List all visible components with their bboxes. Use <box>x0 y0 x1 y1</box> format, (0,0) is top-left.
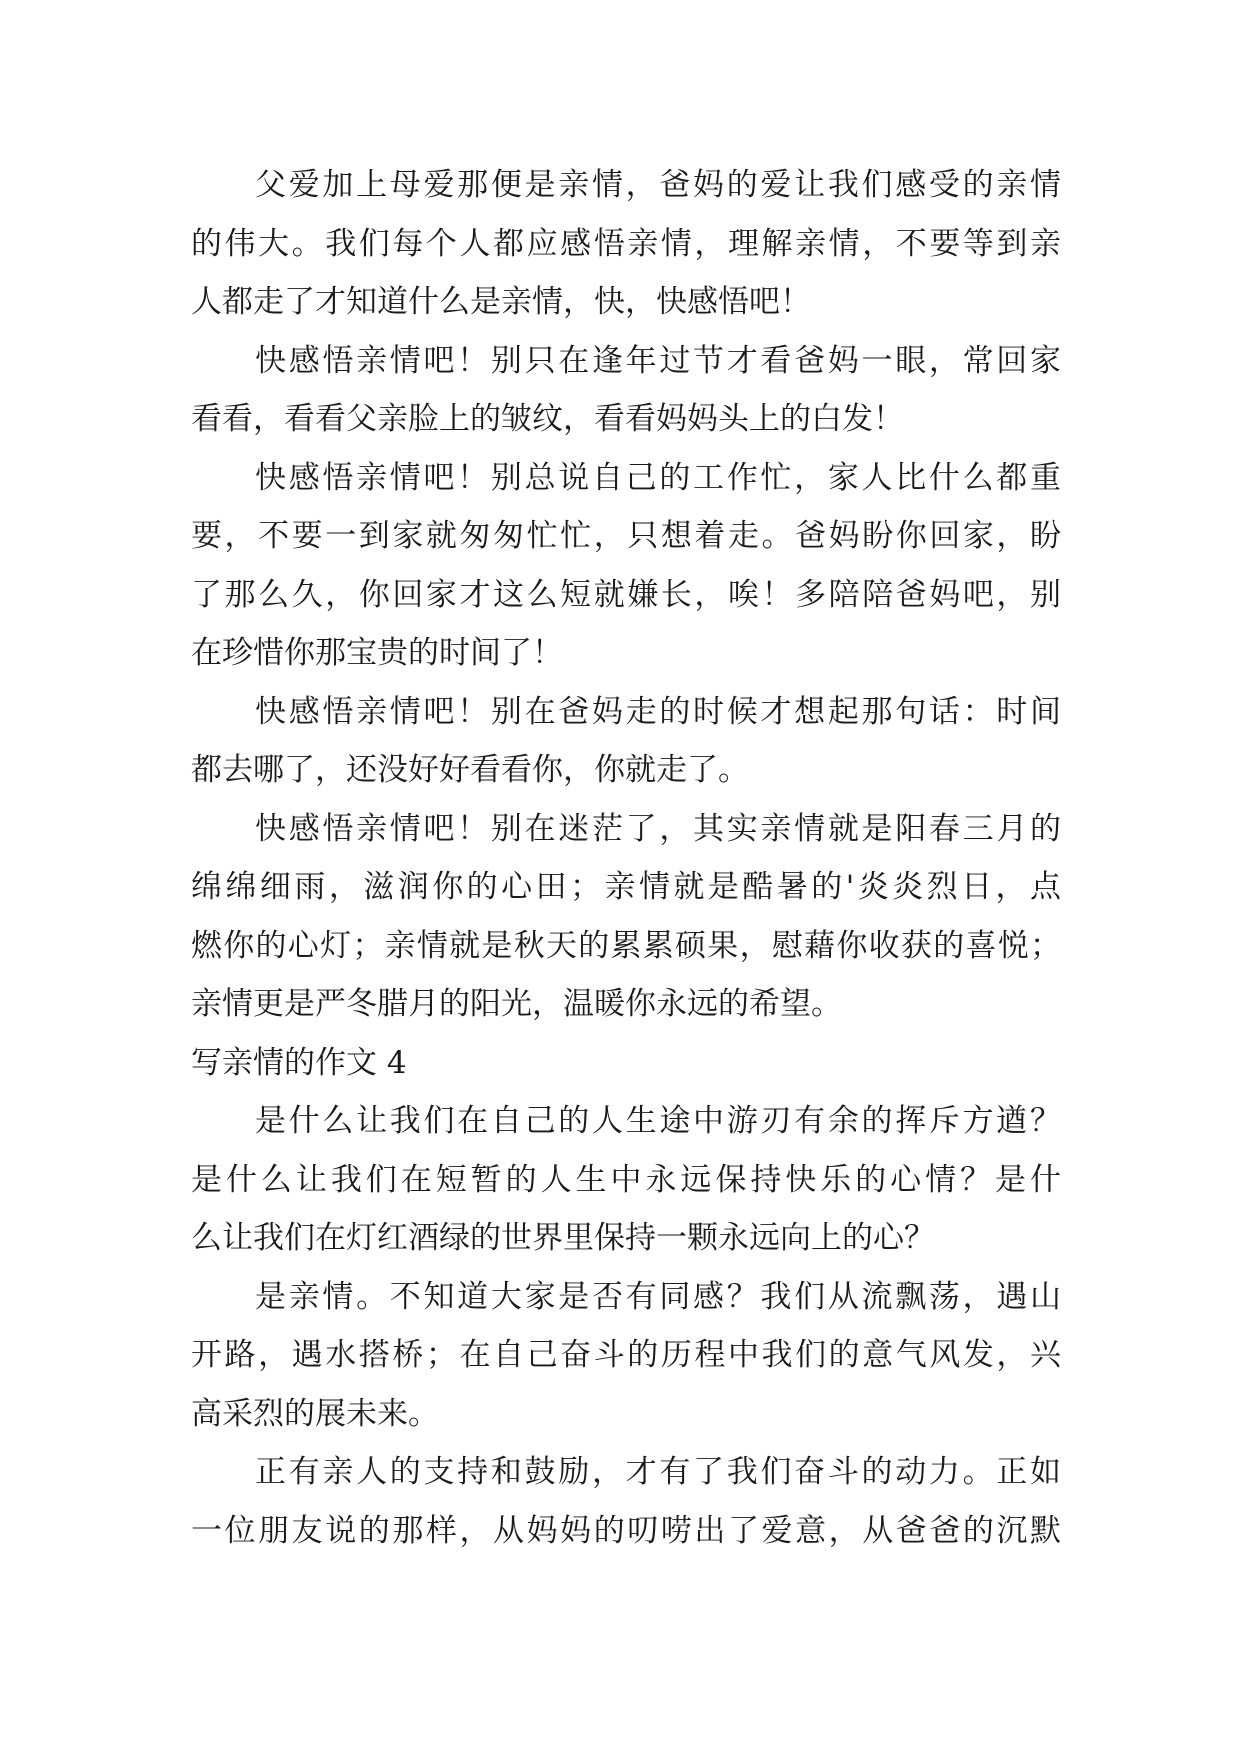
document-body <box>191 156 1061 1560</box>
text-line: 人都走了才知道什么是亲情，快，快感悟吧！ <box>191 284 811 320</box>
text-line: 一位朋友说的那样，从妈妈的叨唠出了爱意，从爸爸的沉默 <box>191 1512 1061 1549</box>
text-line: 快感悟亲情吧！别只在逢年过节才看爸妈一眼，常回家 <box>255 342 1061 379</box>
text-line: 要，不要一到家就匆匆忙忙，只想着走。爸妈盼你回家，盼 <box>191 518 1061 554</box>
paragraph-2 <box>191 332 1061 449</box>
paragraph-5 <box>191 800 1061 1034</box>
text-line: 正有亲人的支持和鼓励，才有了我们奋斗的动力。正如 <box>255 1454 1061 1490</box>
paragraph-3 <box>191 449 1061 683</box>
paragraph-1 <box>191 156 1061 332</box>
text-line: 亲情更是严冬腊月的阳光，温暖你永远的希望。 <box>191 986 842 1022</box>
text-line: 是什么让我们在短暂的人生中永远保持快乐的心情？是什 <box>191 1161 1061 1198</box>
paragraph-6 <box>191 1092 1061 1268</box>
text-line: 开路，遇水搭桥；在自己奋斗的历程中我们的意气风发，兴 <box>191 1337 1061 1373</box>
text-line: 高采烈的展未来。 <box>191 1395 439 1432</box>
text-line: 绵绵细雨，滋润你的心田；亲情就是酷暑的'炎炎烈日，点 <box>191 869 1061 905</box>
paragraph-8 <box>191 1443 1061 1560</box>
text-line: 都去哪了，还没好好看看你，你就走了。 <box>191 752 749 788</box>
text-line: 是什么让我们在自己的人生途中游刃有余的挥斥方遒？ <box>255 1103 1061 1139</box>
text-line: 是亲情。不知道大家是否有同感？我们从流飘荡，遇山 <box>255 1278 1061 1315</box>
text-line: 在珍惜你那宝贵的时间了！ <box>191 635 563 671</box>
text-line: 的伟大。我们每个人都应感悟亲情，理解亲情，不要等到亲 <box>191 225 1061 262</box>
text-line: 了那么久，你回家才这么短就嫌长，唉！多陪陪爸妈吧，别 <box>191 576 1061 613</box>
text-line: 父爱加上母爱那便是亲情，爸妈的爱让我们感受的亲情 <box>255 167 1061 203</box>
heading-text: 写亲情的作文 4 <box>191 1044 407 1081</box>
text-line: 看看，看看父亲脸上的皱纹，看看妈妈头上的白发！ <box>191 401 904 437</box>
paragraph-7 <box>191 1268 1061 1444</box>
text-line: 么让我们在灯红酒绿的世界里保持一颗永远向上的心？ <box>191 1220 935 1256</box>
text-line: 燃你的心灯；亲情就是秋天的累累硕果，慰藉你收获的喜悦； <box>191 927 1061 964</box>
text-line: 快感悟亲情吧！别在爸妈走的时候才想起那句话：时间 <box>255 693 1061 730</box>
section-heading <box>191 1034 1061 1093</box>
text-line: 快感悟亲情吧！别在迷茫了，其实亲情就是阳春三月的 <box>255 810 1061 847</box>
text-line: 快感悟亲情吧！别总说自己的工作忙，家人比什么都重 <box>255 459 1061 496</box>
paragraph-4 <box>191 683 1061 800</box>
